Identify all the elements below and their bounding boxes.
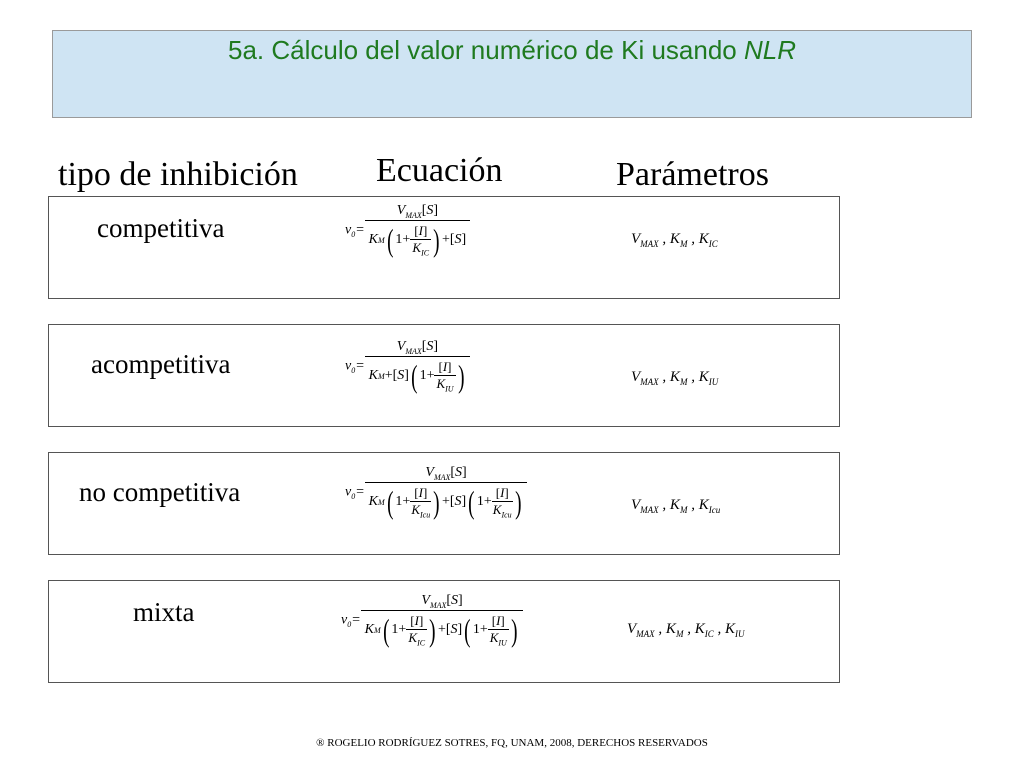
params-acompetitiva: $V_{MAX}$ , $K_M$ , $K_{IU}$	[631, 369, 719, 387]
equation-acompetitiva: $v_0=$ $V_{MAX}[S]$ K M +[ S ] ( 1+ $\frac{[I]}{K_{IU}}$ )	[345, 339, 470, 393]
page-title	[53, 35, 971, 66]
header-equation: Ecuación	[376, 152, 503, 189]
params-competitiva: $V_{MAX}$ , $K_M$ , $K_{IC}$	[631, 231, 718, 249]
row-acompetitiva	[48, 324, 840, 427]
inhibition-type: competitiva	[97, 213, 225, 243]
title-box	[52, 30, 972, 118]
row-mixta	[48, 580, 840, 683]
row-competitiva	[48, 196, 840, 299]
inhibition-type: no competitiva	[79, 477, 241, 507]
footer-copyright: ® ROGELIO RODRÍGUEZ SOTRES, FQ, UNAM, 2008, DERECHOS RESERVADOS	[316, 737, 708, 749]
equation-competitiva: $v_0=$ $V_{MAX}[S]$ K M ( 1+ $\frac{[I]}{K_{IC}}$ ) +[ S ]	[345, 203, 470, 257]
inhibition-type: acompetitiva	[91, 349, 231, 379]
params-no-competitiva: $V_{MAX}$ , $K_M$ , $K_{Icu}$	[631, 497, 721, 515]
row-no-competitiva	[48, 452, 840, 555]
title-italic: NLR	[743, 35, 796, 65]
inhibition-type: mixta	[133, 597, 195, 627]
title-main: 5a. Cálculo del valor numérico de Ki usando	[228, 35, 744, 65]
equation-no-competitiva: $v_0=$ $V_{MAX}[S]$ K M ( 1+ $\frac{[I]}{K_{Icu}}$ ) +[ S ] ( 1+ $\frac{[I]}{K_{Icu}}$ )	[345, 465, 527, 519]
header-params: Parámetros	[616, 156, 769, 193]
header-type: tipo de inhibición	[58, 156, 298, 193]
equation-mixta: $v_0=$ $V_{MAX}[S]$ K M ( 1+ $\frac{[I]}{K_{IC}}$ ) +[ S ] ( 1+ $\frac{[I]}{K_{IU}}$ )	[341, 593, 523, 647]
params-mixta: $V_{MAX}$ , $K_M$ , $K_{IC}$ , $K_{IU}$	[627, 621, 745, 639]
